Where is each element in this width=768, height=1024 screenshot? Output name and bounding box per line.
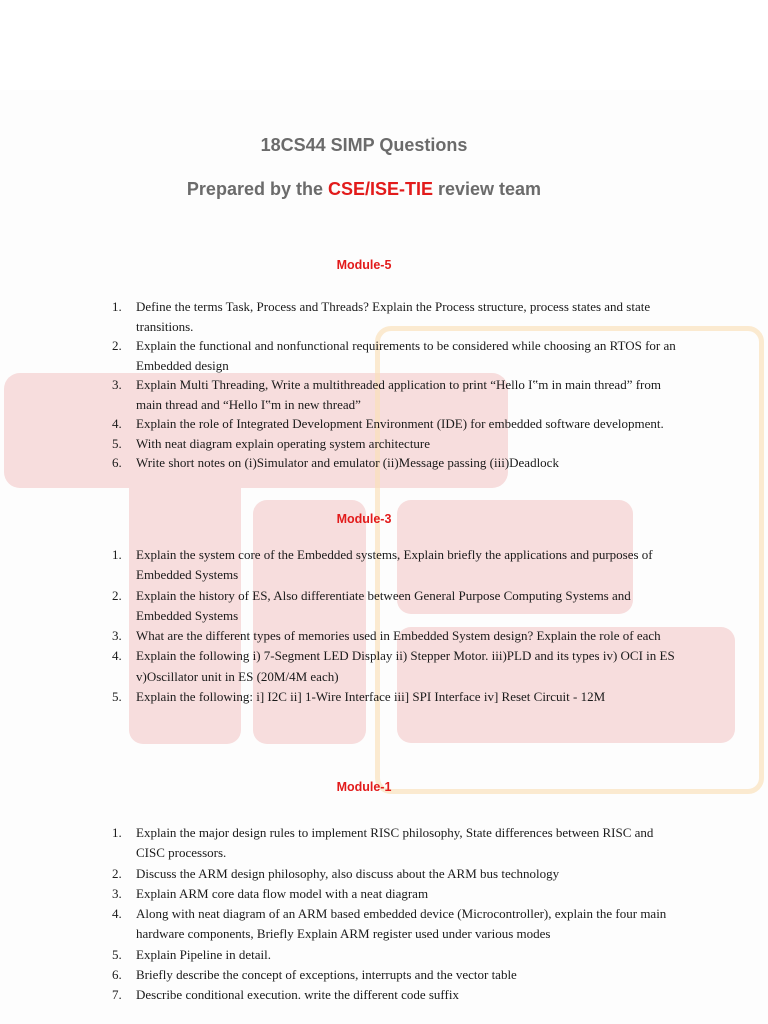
question-text: Briefly describe the concept of exceptions, interrupts and the vector table [136, 967, 517, 983]
module-1-questions [112, 823, 682, 1006]
question-text: Explain Multi Threading, Write a multithreaded application to print “Hello I‟m in main thread” from main thread and “Hello I‟m in new thread” [136, 377, 661, 412]
question-item [112, 904, 682, 945]
question-number: 6. [112, 455, 122, 470]
question-text: Explain the system core of the Embedded systems, Explain briefly the applications and purposes of Embedded Systems [136, 547, 653, 583]
question-number: 3. [112, 885, 122, 901]
question-item [112, 884, 682, 904]
question-item [112, 586, 682, 627]
module-5-title: Module-5 [336, 258, 392, 272]
question-item [112, 945, 682, 965]
subtitle-prefix: Prepared by the [186, 179, 328, 199]
question-number: 1. [112, 299, 122, 314]
question-item [112, 985, 682, 1005]
module-1-title: Module-1 [336, 780, 392, 794]
question-number: 2. [112, 587, 122, 603]
question-number: 5. [112, 435, 122, 451]
question-number: 4. [112, 906, 122, 922]
top-blank-area [0, 0, 768, 90]
question-item [112, 965, 682, 985]
question-number: 3. [112, 628, 122, 644]
document-title: 18CS44 SIMP Questions [260, 135, 468, 155]
subtitle-suffix: review team [433, 179, 542, 199]
question-text: Describe conditional execution. write the different code suffix [136, 987, 459, 1003]
question-number: 5. [112, 689, 122, 705]
question-text: Explain the history of ES, Also differentiate between General Purpose Computing Systems and Embedded Systems [136, 587, 631, 623]
question-text: Explain the following i) 7-Segment LED Display ii) Stepper Motor. iii)PLD and its types iv) OCI in ES v)Oscillator unit in ES (20M/4M each) [136, 648, 675, 684]
question-item [112, 375, 682, 414]
question-number: 1. [112, 825, 122, 840]
question-text: Explain the functional and nonfunctional requirements to be considered while choosing an RTOS for an Embedded design [136, 338, 676, 373]
question-text: Explain Pipeline in detail. [136, 946, 272, 962]
question-item [112, 545, 682, 586]
question-text: Explain the role of Integrated Development Environment (IDE) for embedded software development. [136, 416, 664, 431]
module-5-questions [112, 297, 682, 473]
question-item [112, 626, 682, 646]
module-3-questions [112, 545, 682, 707]
question-number: 4. [112, 648, 122, 664]
question-item [112, 646, 682, 687]
question-text: What are the different types of memories used in Embedded System design? Explain the role of each [136, 628, 661, 644]
question-text: Explain ARM core data flow model with a neat diagram [136, 885, 429, 901]
question-item [112, 336, 682, 375]
question-number: 1. [112, 547, 122, 562]
document-subtitle [0, 179, 728, 200]
question-number: 6. [112, 967, 122, 983]
question-item [112, 297, 682, 336]
module-3-title: Module-3 [336, 512, 392, 526]
question-number: 5. [112, 946, 122, 962]
question-text: Define the terms Task, Process and Threads? Explain the Process structure, process states and state transitions. [136, 299, 651, 334]
question-number: 2. [112, 338, 122, 353]
question-number: 3. [112, 377, 122, 392]
question-text: Explain the major design rules to implement RISC philosophy, State differences between RISC and CISC processors. [136, 825, 654, 861]
question-text: Discuss the ARM design philosophy, also discuss about the ARM bus technology [136, 865, 560, 881]
question-text: Along with neat diagram of an ARM based embedded device (Microcontroller), explain the four main hardware components, Briefly Explain ARM register used under various modes [136, 906, 667, 942]
question-number: 2. [112, 865, 122, 881]
question-item [112, 434, 682, 454]
question-item [112, 414, 682, 434]
question-item [112, 823, 682, 864]
question-item [112, 453, 682, 473]
question-number: 4. [112, 416, 122, 431]
question-item [112, 687, 682, 707]
question-text: With neat diagram explain operating system architecture [136, 435, 431, 451]
question-item [112, 864, 682, 884]
subtitle-highlight: CSE/ISE-TIE [327, 179, 433, 199]
question-text: Explain the following: i] I2C ii] 1-Wire Interface iii] SPI Interface iv] Reset Circuit - 12M [136, 689, 606, 705]
question-text: Write short notes on (i)Simulator and emulator (ii)Message passing (iii)Deadlock [136, 455, 559, 470]
question-number: 7. [112, 987, 122, 1003]
